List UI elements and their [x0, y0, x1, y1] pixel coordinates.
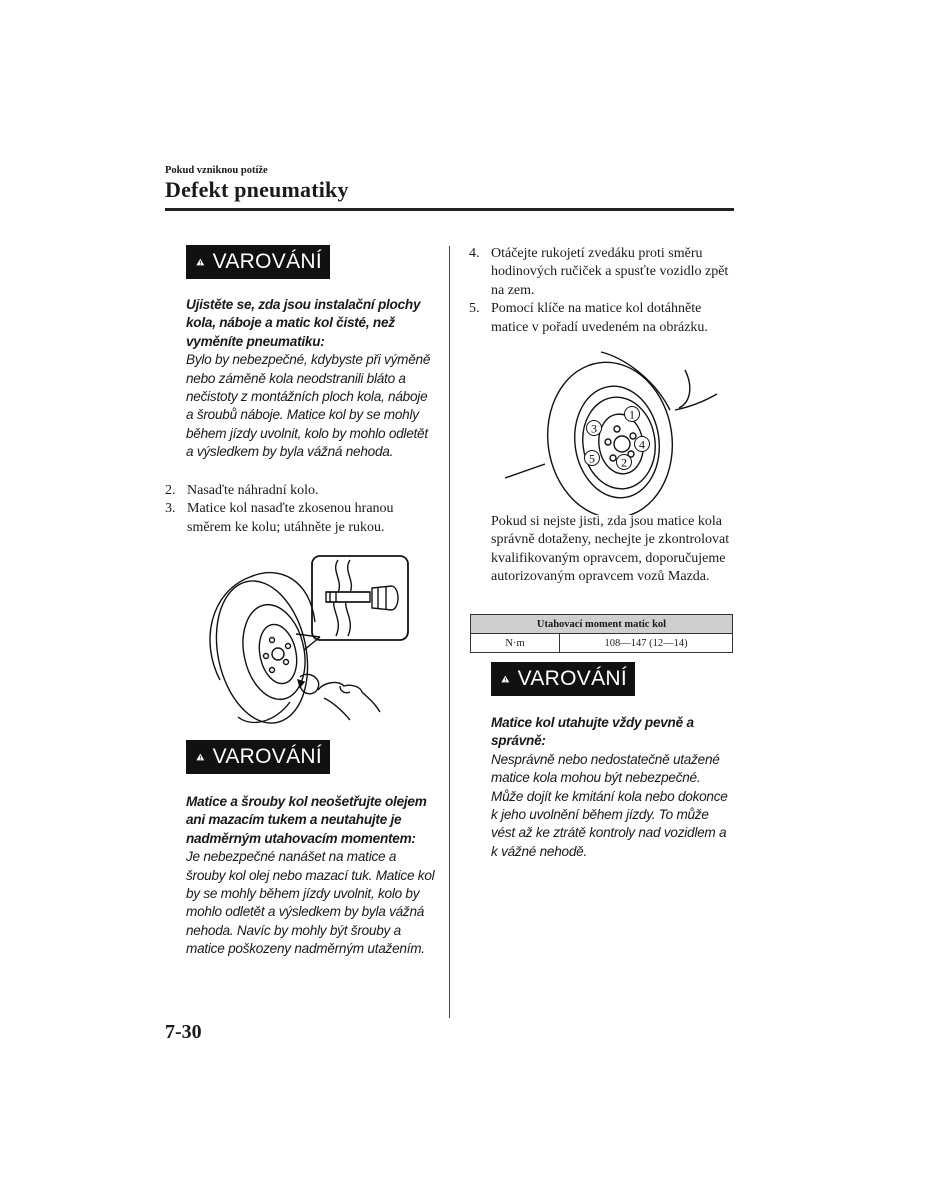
step-text: Otáčejte rukojetí zvedáku proti směru hodinových ručiček a spusťte vozidlo zpět na zem. — [491, 246, 729, 298]
warning-icon — [196, 251, 205, 273]
torque-value-cell: 108—147 (12—14) — [560, 634, 733, 653]
warning-text-1 — [186, 296, 436, 462]
order-label-1: 1 — [629, 407, 635, 422]
order-label-4: 4 — [639, 437, 645, 452]
warning-body: Je nebezpečné nanášet na matice a šrouby kol olej nebo mazací tuk. Matice kol by se mohly během jízdy uvolnit, kolo by mohlo odletět a výsledkem by byla vážná nehoda. Navíc by mohly být šrouby a matice poškozeny nadměrným utažením. — [186, 849, 435, 957]
warning-heading: Matice a šrouby kol neošetřujte olejem ani mazacím tukem a neutahujte je nadměrným utahovacím momentem: — [186, 794, 427, 846]
warning-banner-3 — [491, 662, 635, 696]
step-text: Matice kol nasaďte zkosenou hranou směrem ke kolu; utáhněte je rukou. — [187, 501, 394, 535]
page-number: 7-30 — [165, 1021, 202, 1043]
torque-unit-cell: N·m — [471, 634, 560, 653]
warning-text-2 — [186, 793, 436, 959]
warning-banner-2 — [186, 740, 330, 774]
warning-heading: Ujistěte se, zda jsou instalační plochy kola, náboje a matic kol čisté, než vyměníte pneumatiku: — [186, 297, 421, 349]
wheel-nut-installation-figure — [200, 552, 420, 730]
warning-body: Nesprávně nebo nedostatečně utažené matice kola mohou být nebezpečné. Může dojít ke kmitání kola nebo dokonce k jeho uvolnění během jízdy. To může vést až ke ztrátě kontroly nad vozidlem a k vážné nehodě. — [491, 751, 728, 859]
warning-heading: Matice kol utahujte vždy pevně a správně: — [491, 715, 694, 749]
step-text: Pomocí klíče na matice kol dotáhněte matice v pořadí uvedeném na obrázku. — [491, 301, 708, 335]
warning-banner-1 — [186, 245, 330, 279]
section-title: Pokud vzniknou potíže — [165, 165, 268, 176]
page-title: Defekt pneumatiky — [165, 177, 349, 202]
step-number: 5. — [469, 301, 480, 317]
steps-list-left — [165, 482, 427, 537]
step-number: 3. — [165, 501, 176, 517]
step-number: 4. — [469, 246, 480, 261]
torque-table — [470, 614, 733, 653]
warning-icon — [196, 746, 205, 768]
torque-check-note: Pokud si nejste jisti, zda jsou matice kola správně dotaženy, nechejte je zkontrolovat kvalifikovaným opravcem, doporučujeme autorizovaným opravcem vozů Mazda. — [491, 514, 730, 585]
column-divider — [449, 246, 450, 1018]
warning-label: VAROVÁNÍ — [212, 250, 322, 273]
warning-label: VAROVÁNÍ — [517, 667, 627, 690]
torque-table-header: Utahovací moment matic kol — [471, 615, 733, 634]
list-item — [469, 245, 733, 300]
step-text: Nasaďte náhradní kolo. — [187, 483, 319, 498]
list-item — [469, 300, 733, 337]
tightening-order-figure — [505, 350, 720, 515]
warning-body: Bylo by nebezpečné, kdybyste při výměně nebo záměně kola neodstranili bláto a nečistoty z montážních ploch kola, náboje a šroubů náboje. Matice kol by se mohly během jízdy uvolnit, kolo by mohlo odletět a výsledkem by byla vážná nehoda. — [186, 352, 431, 460]
order-label-2: 2 — [621, 455, 627, 470]
warning-label: VAROVÁNÍ — [212, 745, 322, 768]
order-label-3: 3 — [591, 421, 597, 436]
order-label-5: 5 — [589, 451, 595, 466]
warning-icon — [501, 668, 510, 690]
steps-list-right — [469, 245, 733, 337]
step-number: 2. — [165, 483, 176, 498]
list-item — [165, 482, 427, 500]
title-rule — [165, 208, 734, 211]
list-item — [165, 500, 427, 537]
warning-text-3 — [491, 714, 733, 861]
